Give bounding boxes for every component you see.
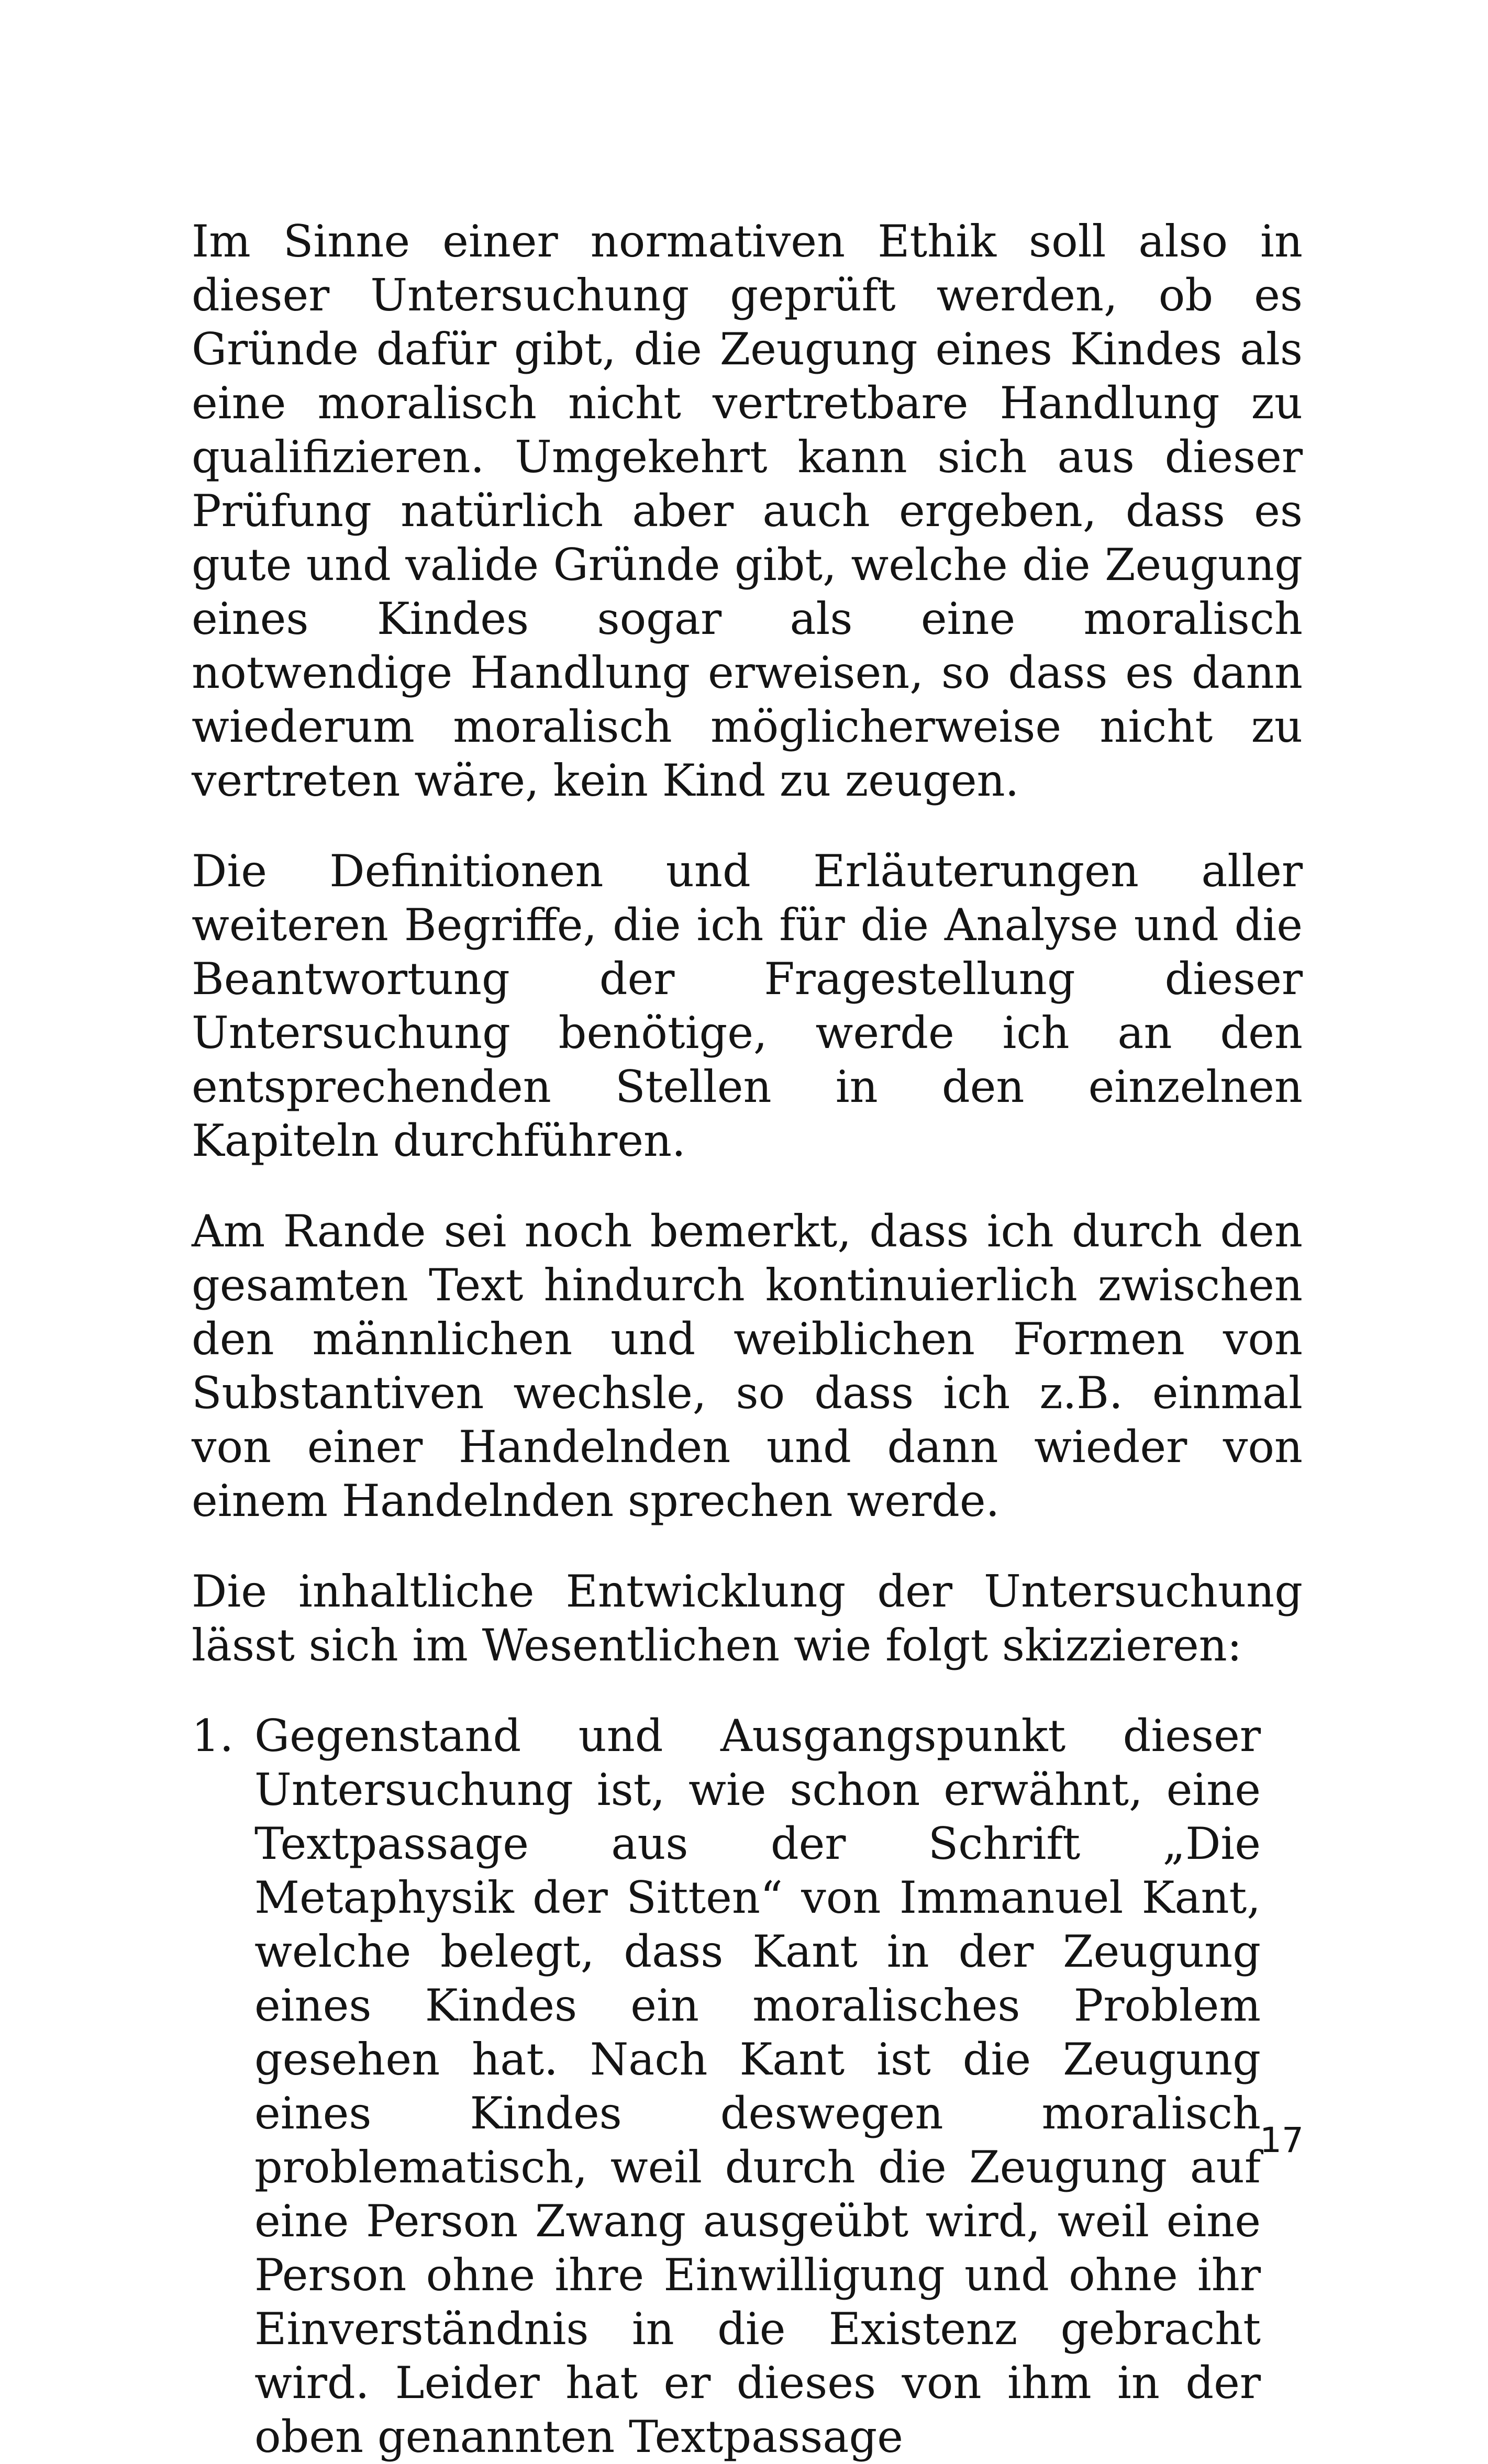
list-item [192,1709,1303,2464]
paragraph-4: Die inhaltliche Entwicklung der Untersuchung lässt sich im Wesentlichen wie folgt skizzieren: [192,1566,1303,1671]
paragraph-3: Am Rande sei noch bemerkt, dass ich durch den gesamten Text hindurch kontinuierlich zwischen den männlichen und weiblichen Formen von Substantiven wechsle, so dass ich z.B. einmal von einer Handelnden und dann wieder von einem Handelnden sprechen werde. [192,1206,1303,1526]
body-text [192,215,1303,2464]
paragraph-2: Die Definitionen und Erläuterungen aller weiteren Begriffe, die ich für die Analyse und die Beantwortung der Fragestellung dieser Untersuchung benötige, werde ich an den entsprechenden Stellen in den einzelnen Kapiteln durchführen. [192,845,1303,1166]
page-number: 17 [1260,2120,1304,2160]
list-item-number: 1. [192,1710,234,1761]
paragraph-1: Im Sinne einer normativen Ethik soll also in dieser Untersuchung geprüft werden, ob es Gründe dafür gibt, die Zeugung eines Kindes als eine moralisch nicht vertretbare Handlung zu qualifizieren. Umgekehrt kann sich aus dieser Prüfung natürlich aber auch ergeben, dass es gute und valide Gründe gibt, welche die Zeugung eines Kindes sogar als eine moralisch notwendige Handlung erweisen, so dass es dann wiederum moralisch möglicherweise nicht zu vertreten wäre, kein Kind zu zeugen. [192,216,1303,806]
list-item-text: Gegenstand und Ausgangspunkt dieser Untersuchung ist, wie schon erwähnt, eine Textpassage aus der Schrift „Die Metaphysik der Sitten“ von Immanuel Kant, welche belegt, dass Kant in der Zeugung eines Kindes ein moralisches Problem gesehen hat. Nach Kant ist die Zeugung eines Kindes deswegen moralisch problematisch, weil durch die Zeugung auf eine Person Zwang ausgeübt wird, weil eine Person ohne ihre Einwilligung und ohne ihr Einverständnis in die Existenz gebracht wird. Leider hat er dieses von ihm in der oben genannten Textpassage [254,1710,1261,2462]
